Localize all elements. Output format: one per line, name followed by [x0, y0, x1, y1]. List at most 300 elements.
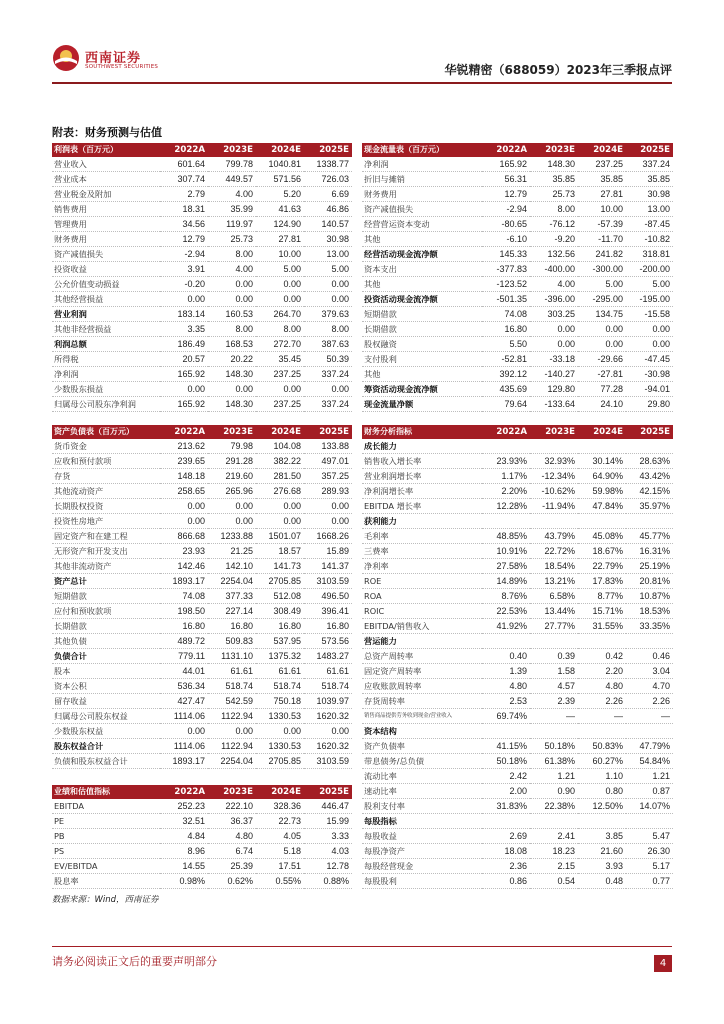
value-cell: 4.00	[530, 277, 578, 292]
value-cell: 5.47	[626, 829, 673, 844]
value-cell: 357.25	[304, 469, 352, 484]
footer-divider	[52, 946, 672, 947]
value-cell: -195.00	[626, 292, 673, 307]
value-cell: 5.00	[256, 262, 304, 277]
value-cell: 2.15	[530, 859, 578, 874]
value-cell: 16.80	[304, 619, 352, 634]
value-cell: 5.00	[626, 277, 673, 292]
row-label: 总资产周转率	[362, 649, 482, 664]
table-row	[362, 529, 673, 544]
table-row	[52, 529, 352, 544]
value-cell: 35.85	[578, 172, 626, 187]
table-row	[52, 724, 352, 739]
value-cell: -2.94	[160, 247, 208, 262]
row-label: 每股指标	[362, 814, 482, 829]
value-cell: 4.80	[482, 679, 530, 694]
value-cell: 21.25	[208, 544, 256, 559]
table-row	[362, 337, 673, 352]
value-cell: 6.58%	[530, 589, 578, 604]
table-row	[52, 454, 352, 469]
row-label: 股利支付率	[362, 799, 482, 814]
row-label: 其他	[362, 277, 482, 292]
table-row	[52, 157, 352, 172]
value-cell: 0.80	[578, 784, 626, 799]
table-row	[362, 217, 673, 232]
row-label: 其他负债	[52, 634, 160, 649]
value-cell: 35.45	[256, 352, 304, 367]
value-cell: 69.74%	[482, 709, 530, 724]
table-row	[52, 859, 352, 874]
value-cell: 26.30	[626, 844, 673, 859]
value-cell: 22.79%	[578, 559, 626, 574]
table-row	[362, 589, 673, 604]
table-row	[362, 859, 673, 874]
value-cell: 1.58	[530, 664, 578, 679]
value-cell: 0.00	[626, 322, 673, 337]
value-cell: 307.74	[160, 172, 208, 187]
value-cell: 1483.27	[304, 649, 352, 664]
value-cell: 13.44%	[530, 604, 578, 619]
value-cell: 21.60	[578, 844, 626, 859]
table-row	[52, 574, 352, 589]
table-row	[362, 874, 673, 889]
value-cell: 3.85	[578, 829, 626, 844]
row-label: 股本	[52, 664, 160, 679]
value-cell: 518.74	[256, 679, 304, 694]
value-cell: 0.00	[304, 277, 352, 292]
value-cell: 4.03	[304, 844, 352, 859]
row-label: 长期股权投资	[52, 499, 160, 514]
value-cell: 42.15%	[626, 484, 673, 499]
value-cell	[530, 724, 578, 739]
value-cell: 41.92%	[482, 619, 530, 634]
value-cell: 15.89	[304, 544, 352, 559]
value-cell: -15.58	[626, 307, 673, 322]
value-cell: 2.20	[578, 664, 626, 679]
value-cell: 23.93%	[482, 454, 530, 469]
value-cell: 14.89%	[482, 574, 530, 589]
table-header-row	[52, 785, 352, 799]
value-cell: 74.08	[160, 589, 208, 604]
value-cell	[626, 724, 673, 739]
value-cell: 18.08	[482, 844, 530, 859]
value-cell: 47.84%	[578, 499, 626, 514]
value-cell: 0.00	[304, 724, 352, 739]
value-cell: -501.35	[482, 292, 530, 307]
value-cell	[578, 724, 626, 739]
value-cell: —	[530, 709, 578, 724]
value-cell: 22.38%	[530, 799, 578, 814]
value-cell: 165.92	[160, 367, 208, 382]
table-row	[52, 262, 352, 277]
row-label: PB	[52, 829, 160, 844]
row-label: 投资活动现金流净额	[362, 292, 482, 307]
value-cell: 0.77	[626, 874, 673, 889]
value-cell: 24.10	[578, 397, 626, 412]
table-row	[362, 679, 673, 694]
value-cell: 45.77%	[626, 529, 673, 544]
row-label: 存货周转率	[362, 694, 482, 709]
row-label: 三费率	[362, 544, 482, 559]
value-cell: 18.31	[160, 202, 208, 217]
value-cell: 0.54	[530, 874, 578, 889]
value-cell: 0.88%	[304, 874, 352, 889]
value-cell: 0.00	[530, 322, 578, 337]
value-cell: 1330.53	[256, 709, 304, 724]
row-label: 净利润增长率	[362, 484, 482, 499]
value-cell: 1039.97	[304, 694, 352, 709]
value-cell: 0.00	[160, 514, 208, 529]
row-label: 财务费用	[52, 232, 160, 247]
value-cell: 20.57	[160, 352, 208, 367]
value-cell: 489.72	[160, 634, 208, 649]
value-cell: 4.00	[208, 187, 256, 202]
value-cell: 337.24	[304, 397, 352, 412]
value-cell: 14.55	[160, 859, 208, 874]
value-cell: 148.30	[530, 157, 578, 172]
row-label: 资产负债率	[362, 739, 482, 754]
value-cell: -6.10	[482, 232, 530, 247]
value-cell: 142.10	[208, 559, 256, 574]
value-cell: 18.54%	[530, 559, 578, 574]
table-row	[52, 337, 352, 352]
value-cell: 1122.94	[208, 739, 256, 754]
value-cell: 6.69	[304, 187, 352, 202]
value-cell: 1233.88	[208, 529, 256, 544]
value-cell: 60.27%	[578, 754, 626, 769]
value-cell: -11.70	[578, 232, 626, 247]
row-label: 资本结构	[362, 724, 482, 739]
value-cell: 1620.32	[304, 739, 352, 754]
value-cell: —	[578, 709, 626, 724]
section-title: 附表：财务预测与估值	[52, 126, 162, 139]
value-cell: -80.65	[482, 217, 530, 232]
value-cell: 25.73	[530, 187, 578, 202]
table-row	[362, 709, 673, 724]
value-cell: 61.61	[304, 664, 352, 679]
value-cell: 46.86	[304, 202, 352, 217]
value-cell: 239.65	[160, 454, 208, 469]
row-label: 每股净资产	[362, 844, 482, 859]
row-label: 销售收入增长率	[362, 454, 482, 469]
value-cell: 435.69	[482, 382, 530, 397]
value-cell	[578, 634, 626, 649]
value-cell: 219.60	[208, 469, 256, 484]
value-cell: 5.00	[304, 262, 352, 277]
value-cell: 518.74	[304, 679, 352, 694]
table-row	[52, 382, 352, 397]
value-cell: -94.01	[626, 382, 673, 397]
value-cell	[626, 514, 673, 529]
table-row	[52, 754, 352, 769]
value-cell: 1.17%	[482, 469, 530, 484]
value-cell: 30.14%	[578, 454, 626, 469]
table-row	[52, 544, 352, 559]
value-cell: 5.00	[578, 277, 626, 292]
value-cell: 8.76%	[482, 589, 530, 604]
value-cell: 1338.77	[304, 157, 352, 172]
table-header-row	[362, 425, 673, 439]
value-cell: 0.00	[208, 382, 256, 397]
table-row	[52, 844, 352, 859]
table-row	[52, 649, 352, 664]
table-row	[52, 664, 352, 679]
value-cell: 56.31	[482, 172, 530, 187]
column-header: 2025E	[304, 425, 352, 439]
column-header: 2025E	[626, 425, 673, 439]
value-cell: 16.80	[208, 619, 256, 634]
table-header-row	[52, 143, 352, 157]
table-row	[362, 187, 673, 202]
table-row	[362, 619, 673, 634]
row-label: 股权融资	[362, 337, 482, 352]
row-label: 少数股东权益	[52, 724, 160, 739]
value-cell: 2.53	[482, 694, 530, 709]
table-row	[52, 634, 352, 649]
column-header: 2024E	[256, 143, 304, 157]
value-cell: 1668.26	[304, 529, 352, 544]
table-row	[52, 352, 352, 367]
value-cell: 213.62	[160, 439, 208, 454]
row-label: 留存收益	[52, 694, 160, 709]
value-cell: 28.63%	[626, 454, 673, 469]
value-cell: 392.12	[482, 367, 530, 382]
value-cell	[530, 634, 578, 649]
value-cell: -200.00	[626, 262, 673, 277]
value-cell: 0.40	[482, 649, 530, 664]
value-cell: 141.73	[256, 559, 304, 574]
value-cell	[626, 634, 673, 649]
row-label: 其他经营损益	[52, 292, 160, 307]
value-cell: 77.28	[578, 382, 626, 397]
value-cell: -2.94	[482, 202, 530, 217]
value-cell: 0.00	[626, 337, 673, 352]
value-cell: 0.00	[304, 292, 352, 307]
table-row	[52, 397, 352, 412]
value-cell	[530, 439, 578, 454]
logo-text: 西南证券	[85, 51, 142, 66]
value-cell: 74.08	[482, 307, 530, 322]
value-cell: 198.50	[160, 604, 208, 619]
table-row	[52, 604, 352, 619]
value-cell: 148.18	[160, 469, 208, 484]
value-cell: 50.39	[304, 352, 352, 367]
value-cell: 241.82	[578, 247, 626, 262]
row-label: 营业利润增长率	[362, 469, 482, 484]
table-row	[52, 232, 352, 247]
column-header: 2024E	[256, 785, 304, 799]
value-cell: 1122.94	[208, 709, 256, 724]
row-label: ROE	[362, 574, 482, 589]
table-row	[52, 484, 352, 499]
table-row	[362, 202, 673, 217]
value-cell: 45.08%	[578, 529, 626, 544]
value-cell: 119.97	[208, 217, 256, 232]
value-cell: 2.69	[482, 829, 530, 844]
value-cell: 50.18%	[482, 754, 530, 769]
row-label: 营运能力	[362, 634, 482, 649]
value-cell: 30.98	[304, 232, 352, 247]
table-row	[52, 799, 352, 814]
row-label: 资本支出	[362, 262, 482, 277]
value-cell: -87.45	[626, 217, 673, 232]
row-label: EV/EBITDA	[52, 859, 160, 874]
value-cell: 0.00	[578, 337, 626, 352]
disclaimer-text: 请务必阅读正文后的重要声明部分	[52, 955, 217, 968]
value-cell: -400.00	[530, 262, 578, 277]
row-label: 销售商品提供劳务收到现金/营业收入	[362, 709, 482, 724]
value-cell: 34.56	[160, 217, 208, 232]
row-label: 股东权益合计	[52, 739, 160, 754]
table-row	[52, 187, 352, 202]
row-label: 固定资产和在建工程	[52, 529, 160, 544]
value-cell: 779.11	[160, 649, 208, 664]
value-cell: 35.85	[626, 172, 673, 187]
value-cell	[482, 724, 530, 739]
value-cell: 2.42	[482, 769, 530, 784]
value-cell: 25.73	[208, 232, 256, 247]
table-row	[52, 589, 352, 604]
value-cell: 8.00	[208, 322, 256, 337]
value-cell: 1114.06	[160, 739, 208, 754]
table-row	[52, 322, 352, 337]
value-cell: 134.75	[578, 307, 626, 322]
row-label: 资产减值损失	[52, 247, 160, 262]
table-row	[52, 694, 352, 709]
value-cell: 35.99	[208, 202, 256, 217]
value-cell: 1.10	[578, 769, 626, 784]
table-row	[52, 202, 352, 217]
value-cell	[482, 514, 530, 529]
table-row	[362, 307, 673, 322]
value-cell: 10.91%	[482, 544, 530, 559]
value-cell: 446.47	[304, 799, 352, 814]
company-logo	[52, 44, 172, 76]
value-cell: 537.95	[256, 634, 304, 649]
value-cell: 799.78	[208, 157, 256, 172]
value-cell: 265.96	[208, 484, 256, 499]
column-header: 2025E	[304, 785, 352, 799]
row-label: 财务费用	[362, 187, 482, 202]
table-row	[362, 499, 673, 514]
value-cell: 61.38%	[530, 754, 578, 769]
value-cell: 1.21	[626, 769, 673, 784]
value-cell: 0.46	[626, 649, 673, 664]
row-label: 归属母公司股东权益	[52, 709, 160, 724]
table-row	[362, 172, 673, 187]
table-row	[362, 544, 673, 559]
table-row	[362, 157, 673, 172]
value-cell: 15.71%	[578, 604, 626, 619]
value-cell: 41.15%	[482, 739, 530, 754]
value-cell: 4.80	[578, 679, 626, 694]
value-cell: 2254.04	[208, 574, 256, 589]
value-cell: 509.83	[208, 634, 256, 649]
value-cell: 750.18	[256, 694, 304, 709]
value-cell	[578, 514, 626, 529]
value-cell: 0.00	[304, 514, 352, 529]
table-row	[52, 307, 352, 322]
value-cell: 1.21	[530, 769, 578, 784]
value-cell: 0.98%	[160, 874, 208, 889]
value-cell: 48.85%	[482, 529, 530, 544]
column-header: 2025E	[304, 143, 352, 157]
value-cell: 1040.81	[256, 157, 304, 172]
value-cell: 124.90	[256, 217, 304, 232]
value-cell: 12.79	[482, 187, 530, 202]
value-cell: 2.79	[160, 187, 208, 202]
column-header: 2025E	[626, 143, 673, 157]
value-cell: 382.22	[256, 454, 304, 469]
row-label: 速动比率	[362, 784, 482, 799]
value-cell: 726.03	[304, 172, 352, 187]
value-cell: 0.87	[626, 784, 673, 799]
value-cell: 31.83%	[482, 799, 530, 814]
value-cell: 13.21%	[530, 574, 578, 589]
value-cell: 449.57	[208, 172, 256, 187]
value-cell: 43.42%	[626, 469, 673, 484]
value-cell: 0.00	[256, 724, 304, 739]
cash-flow-table	[362, 143, 673, 412]
value-cell: 2705.85	[256, 574, 304, 589]
value-cell: 377.33	[208, 589, 256, 604]
table-row	[362, 469, 673, 484]
column-header: 2022A	[160, 425, 208, 439]
header-divider	[52, 82, 672, 84]
row-label: 短期借款	[52, 589, 160, 604]
value-cell: 3103.59	[304, 754, 352, 769]
value-cell: 0.00	[160, 382, 208, 397]
row-label: 应付和预收款项	[52, 604, 160, 619]
row-label: 每股收益	[362, 829, 482, 844]
value-cell: 4.70	[626, 679, 673, 694]
value-cell: -9.20	[530, 232, 578, 247]
value-cell: 14.07%	[626, 799, 673, 814]
table-row	[52, 247, 352, 262]
value-cell: 18.57	[256, 544, 304, 559]
value-cell: 601.64	[160, 157, 208, 172]
table-row	[362, 277, 673, 292]
table-row	[52, 739, 352, 754]
value-cell: 31.55%	[578, 619, 626, 634]
column-header: 2023E	[208, 425, 256, 439]
row-label: 经营活动现金流净额	[362, 247, 482, 262]
table-row	[362, 829, 673, 844]
value-cell: 0.00	[304, 499, 352, 514]
value-cell: 0.00	[256, 499, 304, 514]
value-cell: 4.84	[160, 829, 208, 844]
value-cell: 0.48	[578, 874, 626, 889]
column-header: 2024E	[256, 425, 304, 439]
row-label: 销售费用	[52, 202, 160, 217]
value-cell: 0.00	[578, 322, 626, 337]
value-cell: 23.93	[160, 544, 208, 559]
value-cell: 303.25	[530, 307, 578, 322]
value-cell: -10.62%	[530, 484, 578, 499]
table-row	[362, 694, 673, 709]
table-row	[52, 499, 352, 514]
row-label: 带息债务/总负债	[362, 754, 482, 769]
row-label: 短期借款	[362, 307, 482, 322]
value-cell: 29.80	[626, 397, 673, 412]
value-cell: 0.00	[256, 382, 304, 397]
value-cell: 379.63	[304, 307, 352, 322]
value-cell: 0.00	[304, 382, 352, 397]
value-cell: 27.58%	[482, 559, 530, 574]
table-row	[362, 769, 673, 784]
row-label: 利润总额	[52, 337, 160, 352]
value-cell: 237.25	[256, 367, 304, 382]
